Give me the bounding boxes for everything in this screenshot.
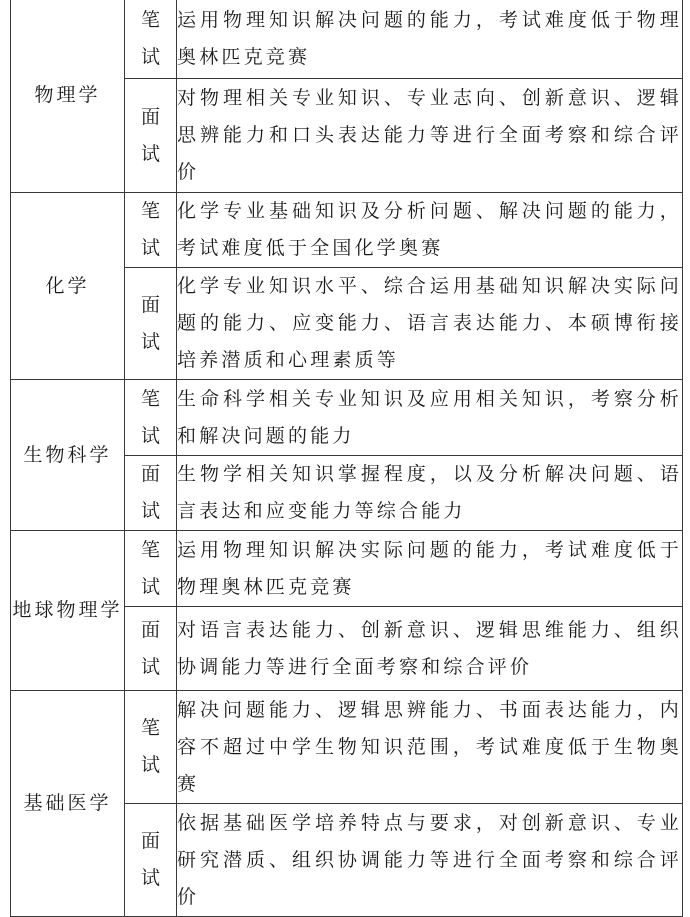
description-cell	[177, 607, 683, 691]
exam-type-cell	[125, 0, 177, 79]
description-cell	[177, 380, 683, 456]
exam-type-label: 面试	[140, 830, 160, 889]
exam-type-label: 笔试	[140, 387, 160, 447]
description-cell	[177, 531, 683, 607]
description-text: 对语言表达能力、创新意识、逻辑思维能力、组织协调能力等进行全面考察和综合评价	[177, 618, 682, 678]
description-cell	[177, 691, 683, 804]
exam-type-cell	[125, 607, 177, 691]
exam-type-cell	[125, 268, 177, 380]
subject-cell: 基础医学	[11, 691, 125, 917]
description-cell	[177, 804, 683, 917]
description-text: 运用物理知识解决实际问题的能力，考试难度低于物理奥林匹克竞赛	[177, 538, 682, 598]
description-text: 依据基础医学培养特点与要求，对创新意识、专业研究潜质、组织协调能力等进行全面考察和综合评价	[177, 811, 682, 908]
exam-type-cell	[125, 380, 177, 456]
description-cell	[177, 79, 683, 193]
table-row	[11, 380, 683, 456]
exam-type-cell	[125, 79, 177, 193]
description-text: 生命科学相关专业知识及应用相关知识，考察分析和解决问题的能力	[177, 387, 682, 447]
description-text: 对物理相关专业知识、专业志向、创新意识、逻辑思辨能力和口头表达能力等进行全面考察和综合评价	[177, 87, 682, 183]
exam-type-cell	[125, 691, 177, 804]
exam-type-label: 面试	[140, 105, 160, 165]
assessment-table	[10, 0, 683, 917]
description-cell	[177, 268, 683, 380]
description-text: 生物学相关知识掌握程度，以及分析解决问题、语言表达和应变能力等综合能力	[177, 463, 682, 522]
exam-type-label: 笔试	[140, 8, 160, 68]
exam-type-cell	[125, 193, 177, 268]
table-row	[11, 531, 683, 607]
description-text: 运用物理知识解决问题的能力，考试难度低于物理奥林匹克竞赛	[177, 8, 682, 68]
description-cell	[177, 0, 683, 79]
table-row	[11, 691, 683, 804]
description-text: 化学专业基础知识及分析问题、解决问题的能力，考试难度低于全国化学奥赛	[177, 200, 682, 259]
exam-type-label: 面试	[140, 293, 160, 353]
exam-type-cell	[125, 531, 177, 607]
table-row	[11, 193, 683, 268]
description-cell	[177, 456, 683, 531]
exam-type-label: 笔试	[140, 538, 160, 598]
exam-type-label: 笔试	[140, 200, 160, 259]
description-cell	[177, 193, 683, 268]
exam-type-cell	[125, 804, 177, 917]
subject-cell: 地球物理学	[11, 531, 125, 691]
table-row	[11, 0, 683, 79]
exam-type-label: 笔试	[140, 717, 160, 776]
description-text: 解决问题能力、逻辑思辨能力、书面表达能力，内容不超过中学生物知识范围，考试难度低于生物奥赛	[177, 698, 682, 795]
subject-cell: 化学	[11, 193, 125, 380]
exam-type-label: 面试	[140, 463, 160, 522]
exam-type-cell	[125, 456, 177, 531]
exam-type-label: 面试	[140, 618, 160, 678]
subject-cell: 生物科学	[11, 380, 125, 531]
subject-cell: 物理学	[11, 0, 125, 193]
description-text: 化学专业知识水平、综合运用基础知识解决实际问题的能力、应变能力、语言表达能力、本硕博衔接培养潜质和心理素质等	[177, 275, 682, 371]
